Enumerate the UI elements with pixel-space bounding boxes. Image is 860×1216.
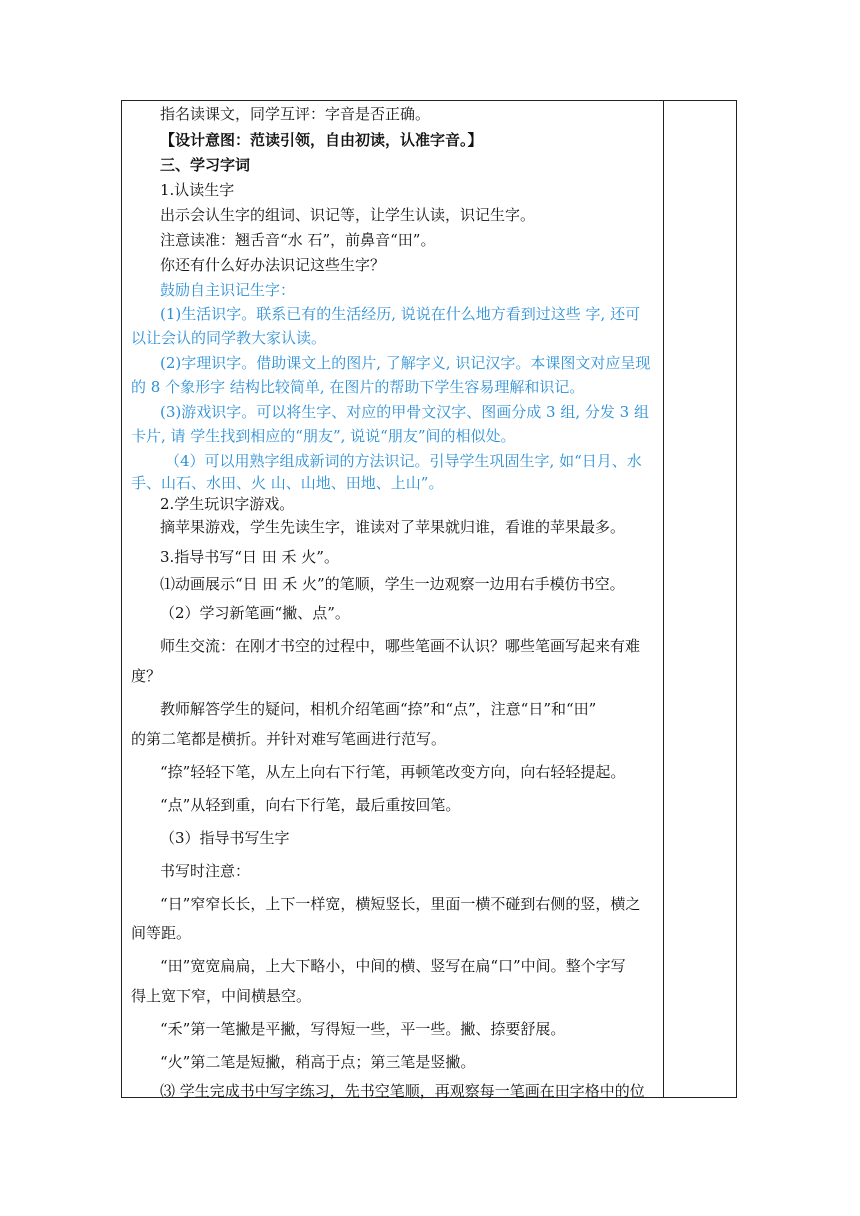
text-line: 摘苹果游戏，学生先读生字，谁读对了苹果就归谁，看谁的苹果最多。 [160,518,626,536]
highlight-line: (3)游戏识字。可以将生字、对应的甲骨文汉字、图画分成 3 组, 分发 3 组 [160,403,649,421]
text-line: “禾”第一笔撇是平撇，写得短一些，平一些。撇、捺要舒展。 [160,1020,566,1038]
text-line: ⑴动画展示“日 田 禾 火”的笔顺，学生一边观察一边用右手模仿书空。 [160,575,625,593]
text-line: “田”宽宽扁扁，上大下略小，中间的横、竖写在扁“口”中间。整个字写 [160,957,626,975]
text-line: “捺”轻轻下笔，从左上向右下行笔，再顿笔改变方向，向右轻轻提起。 [160,763,626,781]
highlight-line: （4）可以用熟字组成新词的方法识记。引导学生巩固生字, 如“日月、水 [165,452,642,470]
text-line: 你还有什么好办法识记这些生字？ [160,256,386,274]
highlight-line: (1)生活识字。联系已有的生活经历, 说说在什么地方看到过这些 字, 还可 [160,305,641,323]
text-line: 出示会认生字的组词、识记等，让学生认读，识记生字。 [160,206,536,224]
text-line: 书写时注意： [160,862,251,880]
text-line: 间等距。 [131,924,192,942]
highlight-line: 鼓励自主识记生字： [160,281,296,299]
text-line: 师生交流：在刚才书空的过程中，哪些笔画不认识？哪些笔画写起来有难 [160,637,641,655]
highlight-line: (2)字理识字。借助课文上的图片, 了解字义, 识记汉字。本课图文对应呈现 [160,354,651,372]
highlight-line: 手、山石、水田、火 山、山地、田地、上山”。 [131,474,444,492]
column-divider [663,100,664,1098]
text-line: “火”第二笔是短撇，稍高于点；第三笔是竖撇。 [160,1053,476,1071]
text-line: 3.指导书写“日 田 禾 火”。 [160,548,339,566]
text-line: 2.学生玩识字游戏。 [160,495,295,513]
highlight-line: 的 8 个象形字 结构比较简单, 在图片的帮助下学生容易理解和识记。 [131,378,585,396]
text-line: 得上宽下窄，中间横悬空。 [131,987,312,1005]
text-line: （2）学习新笔画“撇、点”。 [160,604,350,622]
text-line: 注意读准：翘舌音“水 石”，前鼻音“田”。 [160,231,436,249]
text-line: （3）指导书写生字 [160,829,290,847]
text-line: “日”窄窄长长，上下一样宽，横短竖长，里面一横不碰到右侧的竖，横之 [160,895,641,913]
highlight-line: 卡片, 请 学生找到相应的“朋友”, 说说“朋友”间的相似处。 [131,427,516,445]
section-heading: 三、学习字词 [160,156,251,174]
text-line: 指名读课文，同学互评：字音是否正确。 [160,105,431,123]
text-line: 的第二笔都是横折。并针对难写笔画进行范写。 [131,730,447,748]
text-line: “点”从轻到重，向右下行笔，最后重按回笔。 [160,796,461,814]
text-line: ⑶ 学生完成书中写字练习，先书空笔顺，再观察每一笔画在田字格中的位 [160,1082,645,1100]
text-line: 1.认读生字 [160,181,235,199]
highlight-line: 以让会认的同学教大家认读。 [131,329,327,347]
text-line: 度？ [131,667,162,685]
text-line: 教师解答学生的疑问，相机介绍笔画“捺”和“点”，注意“日”和“田” [160,700,597,718]
design-intent-line: 【设计意图：范读引领，自由初读，认准字音。】 [160,131,483,149]
